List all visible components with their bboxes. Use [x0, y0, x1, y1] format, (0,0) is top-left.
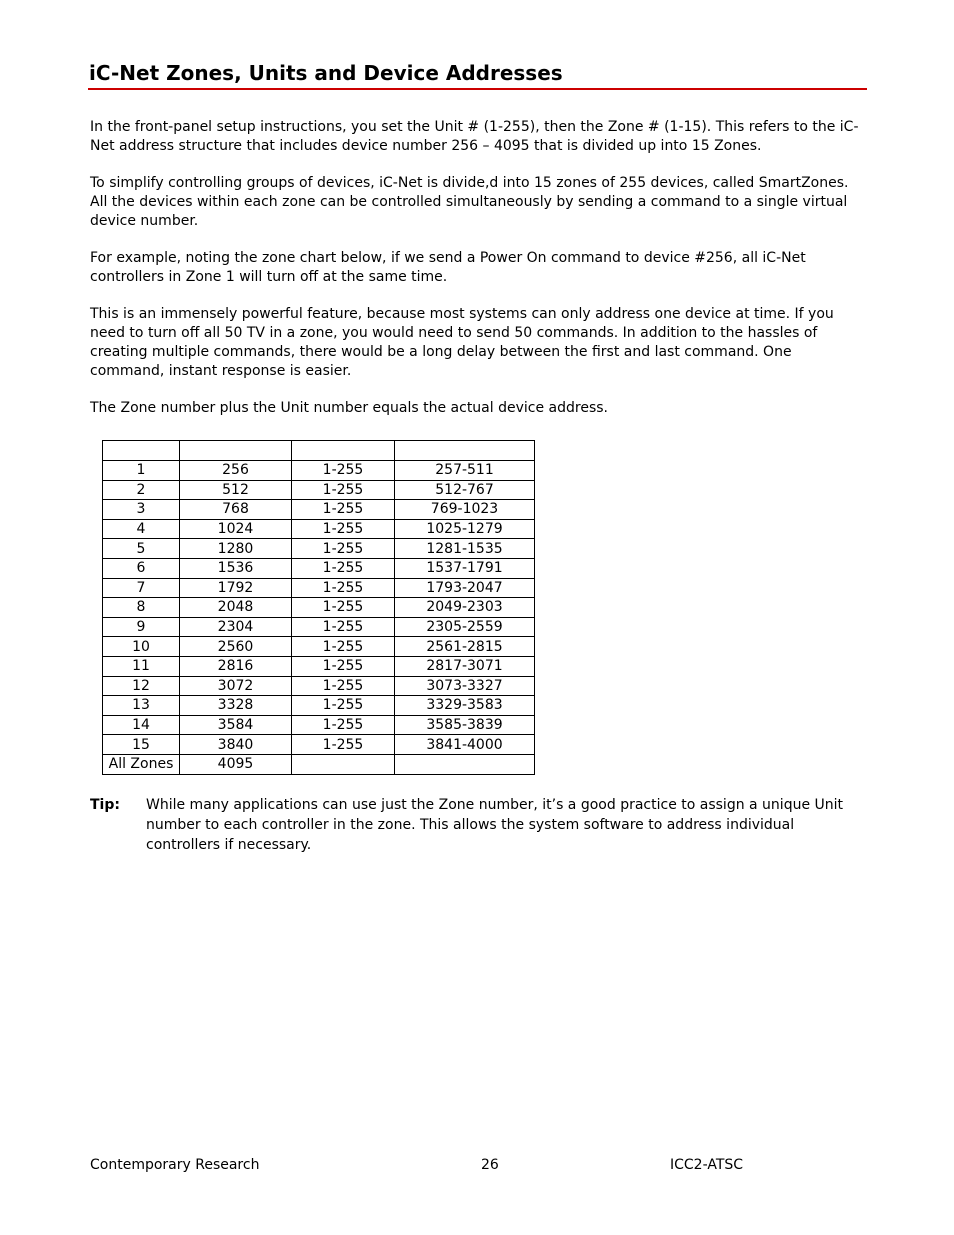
- table-cell: 15: [103, 735, 180, 755]
- table-cell: 2305-2559: [395, 617, 535, 637]
- table-cell: 1-255: [292, 500, 395, 520]
- table-row: [103, 617, 535, 637]
- table-row: [103, 676, 535, 696]
- footer-page-number: 26: [481, 1157, 499, 1173]
- table-cell: 257-511: [395, 461, 535, 481]
- paragraph-powerful-feature: This is an immensely powerful feature, because most systems can only address one device at time. If you need to turn off all 50 TV in a zone, you would need to send 50 commands. In addition to the hassles of creating multiple commands, there would be a long delay between the first and last command. One command, instant response is easier.: [90, 306, 834, 379]
- table-cell: 3841-4000: [395, 735, 535, 755]
- title-underline: [88, 88, 867, 90]
- tip-text: While many applications can use just the Zone number, it’s a good practice to assign a unique Unit number to each controller in the zone. This allows the system software to address individual controllers if necessary.: [146, 797, 844, 853]
- table-cell: 1-255: [292, 637, 395, 657]
- table-cell: 3: [103, 500, 180, 520]
- table-cell: 2816: [180, 656, 292, 676]
- body-text: [90, 118, 862, 436]
- table-cell: 1792: [180, 578, 292, 598]
- table-row: [103, 461, 535, 481]
- table-cell: 1-255: [292, 558, 395, 578]
- table-cell: 1025-1279: [395, 519, 535, 539]
- table-cell: [395, 754, 535, 774]
- table-header-cell: [395, 441, 535, 461]
- table-row: [103, 480, 535, 500]
- table-cell: 3840: [180, 735, 292, 755]
- table-cell: 2560: [180, 637, 292, 657]
- paragraph-example: For example, noting the zone chart below, if we send a Power On command to device #256, all iC-Net controllers in Zone 1 will turn off at the same time.: [90, 250, 806, 285]
- table-cell: 3328: [180, 696, 292, 716]
- zone-address-table: [102, 440, 535, 775]
- table-cell: 1-255: [292, 539, 395, 559]
- table-cell: 7: [103, 578, 180, 598]
- paragraph-smartzones: To simplify controlling groups of devices, iC-Net is divide,d into 15 zones of 255 devices, called SmartZones. All the devices within each zone can be controlled simultaneously by sending a command to a single virtual device number.: [90, 175, 849, 229]
- table-cell: 1: [103, 461, 180, 481]
- table-cell: 3073-3327: [395, 676, 535, 696]
- table-row: [103, 754, 535, 774]
- table-row: [103, 558, 535, 578]
- table-cell: 256: [180, 461, 292, 481]
- table-cell: 1-255: [292, 578, 395, 598]
- table-row: [103, 696, 535, 716]
- table-cell: 1281-1535: [395, 539, 535, 559]
- table-cell: 1536: [180, 558, 292, 578]
- table-row: [103, 656, 535, 676]
- table-cell: 1280: [180, 539, 292, 559]
- table-cell: 1-255: [292, 676, 395, 696]
- table-cell: 6: [103, 558, 180, 578]
- table-cell: 1-255: [292, 480, 395, 500]
- zone-table-body: [103, 461, 535, 775]
- footer-company: Contemporary Research: [90, 1157, 260, 1173]
- table-cell: 4: [103, 519, 180, 539]
- table-cell: 13: [103, 696, 180, 716]
- table-header-cell: [292, 441, 395, 461]
- table-cell: 12: [103, 676, 180, 696]
- table-cell: 512-767: [395, 480, 535, 500]
- table-cell: 4095: [180, 754, 292, 774]
- table-cell: 9: [103, 617, 180, 637]
- table-cell: 1793-2047: [395, 578, 535, 598]
- table-row: [103, 500, 535, 520]
- table-cell: 1-255: [292, 519, 395, 539]
- tip-note: [90, 795, 865, 855]
- table-cell: 2817-3071: [395, 656, 535, 676]
- table-cell: [292, 754, 395, 774]
- paragraph-unit-zone-setup: In the front-panel setup instructions, you set the Unit # (1-255), then the Zone # (1-15). This refers to the iC-Net address structure that includes device number 256 – 4095 that is divided up into 15 Zones.: [90, 119, 859, 154]
- table-row: [103, 519, 535, 539]
- table-header-cell: [103, 441, 180, 461]
- table-cell: 1-255: [292, 696, 395, 716]
- table-row: [103, 735, 535, 755]
- table-row: [103, 637, 535, 657]
- table-cell: 2: [103, 480, 180, 500]
- table-cell: 3072: [180, 676, 292, 696]
- table-cell: 769-1023: [395, 500, 535, 520]
- table-cell: 3585-3839: [395, 715, 535, 735]
- footer-product: ICC2-ATSC: [670, 1157, 744, 1173]
- table-cell: 2561-2815: [395, 637, 535, 657]
- table-cell: 768: [180, 500, 292, 520]
- table-cell: 3584: [180, 715, 292, 735]
- table-row: [103, 598, 535, 618]
- section-title: iC-Net Zones, Units and Device Addresses: [89, 61, 563, 85]
- tip-label: Tip:: [90, 797, 120, 813]
- table-cell: 2048: [180, 598, 292, 618]
- table-cell: 2304: [180, 617, 292, 637]
- table-cell: 1-255: [292, 598, 395, 618]
- table-row: [103, 715, 535, 735]
- table-row: [103, 578, 535, 598]
- table-cell: 14: [103, 715, 180, 735]
- paragraph-address-formula: The Zone number plus the Unit number equals the actual device address.: [90, 400, 608, 416]
- table-cell: 3329-3583: [395, 696, 535, 716]
- table-cell: 5: [103, 539, 180, 559]
- table-cell: 2049-2303: [395, 598, 535, 618]
- table-cell: 1024: [180, 519, 292, 539]
- table-cell: 512: [180, 480, 292, 500]
- table-cell: 1-255: [292, 715, 395, 735]
- table-cell: 1-255: [292, 461, 395, 481]
- table-row: [103, 539, 535, 559]
- table-cell: All Zones: [103, 754, 180, 774]
- table-header-cell: [180, 441, 292, 461]
- table-cell: 8: [103, 598, 180, 618]
- table-cell: 10: [103, 637, 180, 657]
- table-cell: 1-255: [292, 735, 395, 755]
- table-header-row: [103, 441, 535, 461]
- table-cell: 1-255: [292, 656, 395, 676]
- table-cell: 11: [103, 656, 180, 676]
- table-cell: 1537-1791: [395, 558, 535, 578]
- table-cell: 1-255: [292, 617, 395, 637]
